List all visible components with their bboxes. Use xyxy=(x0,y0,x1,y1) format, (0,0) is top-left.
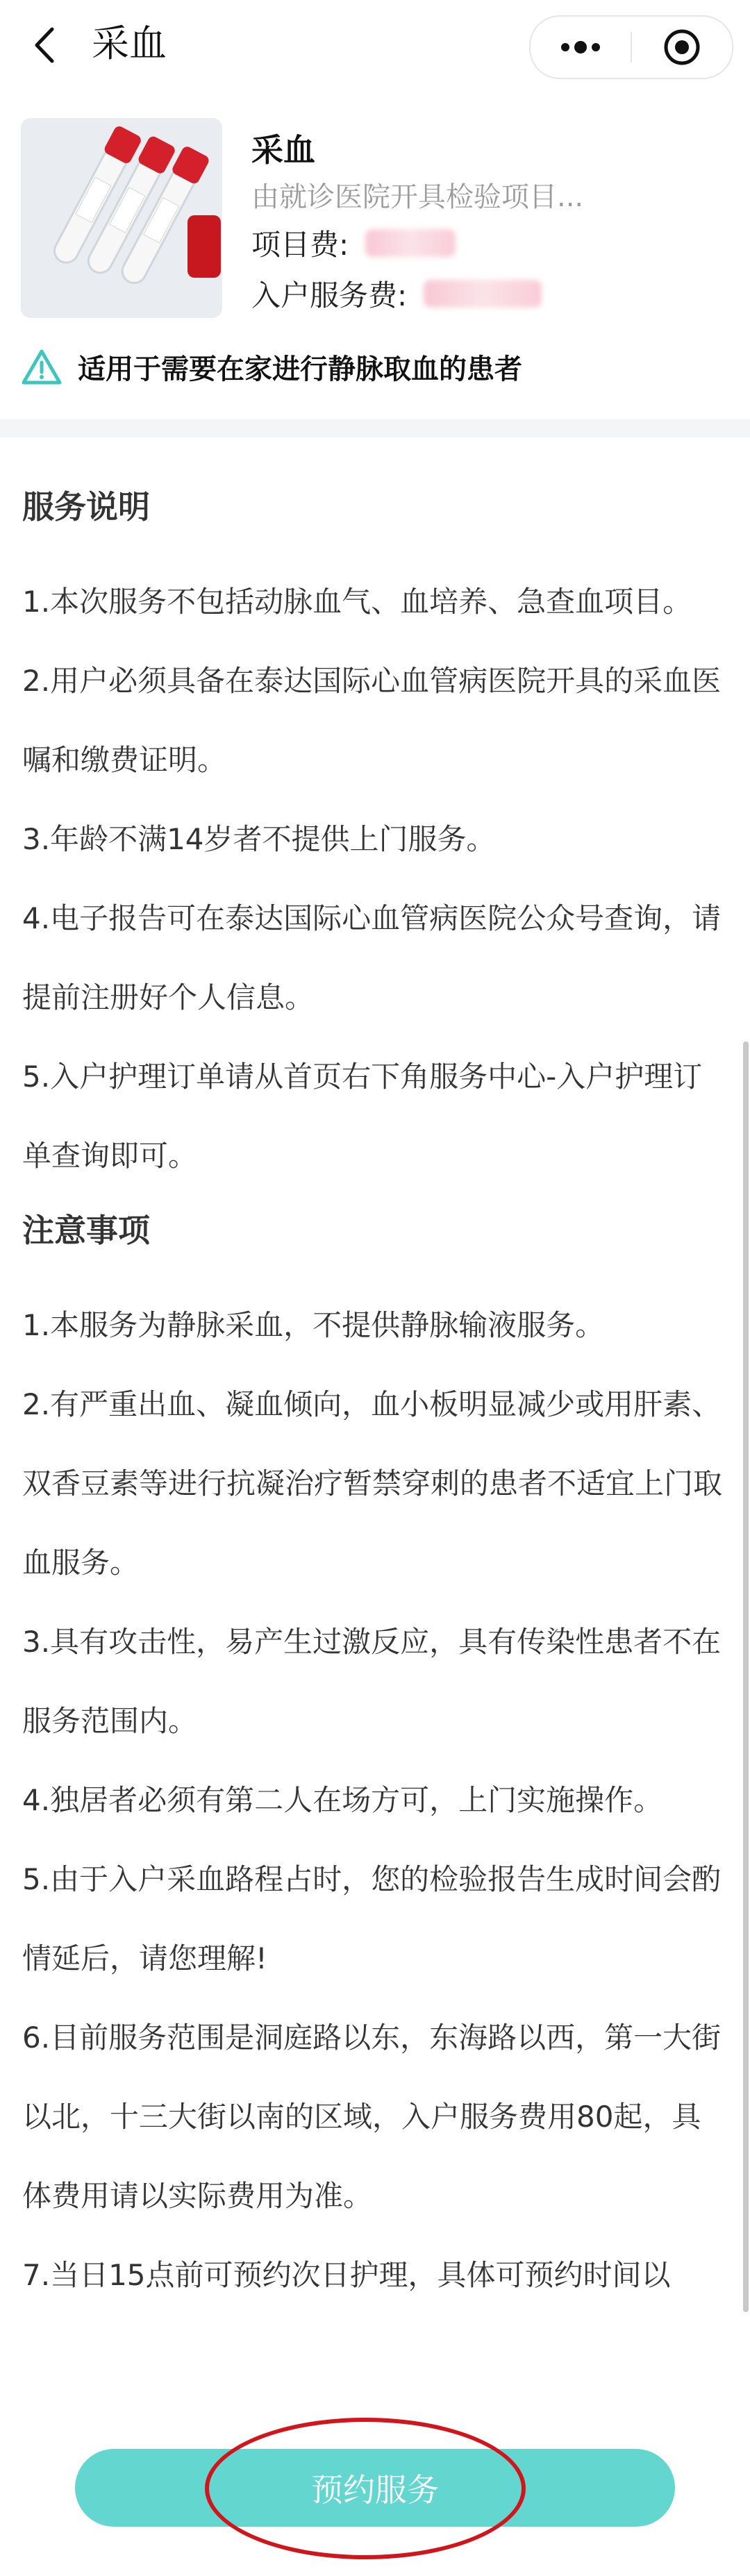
product-card[interactable] xyxy=(0,104,750,312)
applicability-notice xyxy=(21,347,522,387)
item-fee-row xyxy=(251,222,456,264)
notes-item: 6.目前服务范围是洞庭路以东，东海路以西，第一大街以北，十三大街以南的区域，入户服务费用80起，具体费用请以实际费用为准。 xyxy=(22,2021,722,2213)
notes-item: 2.有严重出血、凝血倾向，血小板明显减少或用肝素、双香豆素等进行抗凝治疗暂禁穿刺的患者不适宜上门取血服务。 xyxy=(22,1387,723,1580)
home-fee-label: 入户服务费: xyxy=(251,278,408,312)
product-image xyxy=(21,118,222,318)
chevron-left-icon xyxy=(33,26,56,64)
item-fee-label: 项目费: xyxy=(251,228,349,262)
notes-item: 7.当日15点前可预约次日护理，具体可预约时间以 xyxy=(22,2258,671,2292)
scrollbar-thumb[interactable] xyxy=(743,1528,749,2312)
notes-item: 1.本服务为静脉采血，不提供静脉输液服务。 xyxy=(22,1308,605,1342)
content-area xyxy=(22,472,724,2315)
more-dots-icon xyxy=(558,40,603,54)
more-button[interactable] xyxy=(531,17,631,78)
notice-text: 适用于需要在家进行静脉取血的患者 xyxy=(78,353,522,385)
product-name: 采血 xyxy=(251,131,315,169)
scrollbar-thumb[interactable] xyxy=(743,1042,749,1576)
service-item: 1.本次服务不包括动脉血气、血培养、急查血项目。 xyxy=(22,585,692,619)
nav-header xyxy=(0,0,750,90)
product-description: 由就诊医院开具检验项目... xyxy=(251,181,584,213)
mini-program-capsule xyxy=(529,15,733,79)
warning-triangle-icon xyxy=(21,348,62,387)
home-fee-value-redacted xyxy=(424,280,542,308)
notes-item: 3.具有攻击性，易产生过激反应，具有传染性患者不在服务范围内。 xyxy=(22,1625,722,1738)
close-mini-program-button[interactable] xyxy=(632,17,732,78)
item-fee-value-redacted xyxy=(365,229,456,257)
service-item: 5.入户护理订单请从首页右下角服务中心-入户护理订单查询即可。 xyxy=(22,1060,703,1173)
service-item: 4.电子报告可在泰达国际心血管病医院公众号查询，请提前注册好个人信息。 xyxy=(22,901,722,1014)
service-description-title: 服务说明 xyxy=(22,488,150,526)
service-item: 3.年龄不满14岁者不提供上门服务。 xyxy=(22,822,496,856)
notes-item: 4.独居者必须有第二人在场方可，上门实施操作。 xyxy=(22,1783,663,1817)
back-button[interactable] xyxy=(24,21,65,69)
service-item: 2.用户必须具备在泰达国际心血管病医院开具的采血医嘱和缴费证明。 xyxy=(22,664,722,777)
home-fee-row xyxy=(251,273,542,315)
book-service-button[interactable]: 预约服务 xyxy=(75,2449,675,2527)
page-title: 采血 xyxy=(92,22,167,65)
notes-item: 5.由于入户采血路程占时，您的检验报告生成时间会酌情延后，请您理解! xyxy=(22,1862,722,1975)
section-divider-band xyxy=(0,419,750,437)
target-circle-icon xyxy=(662,28,701,67)
notes-title: 注意事项 xyxy=(22,1212,150,1249)
